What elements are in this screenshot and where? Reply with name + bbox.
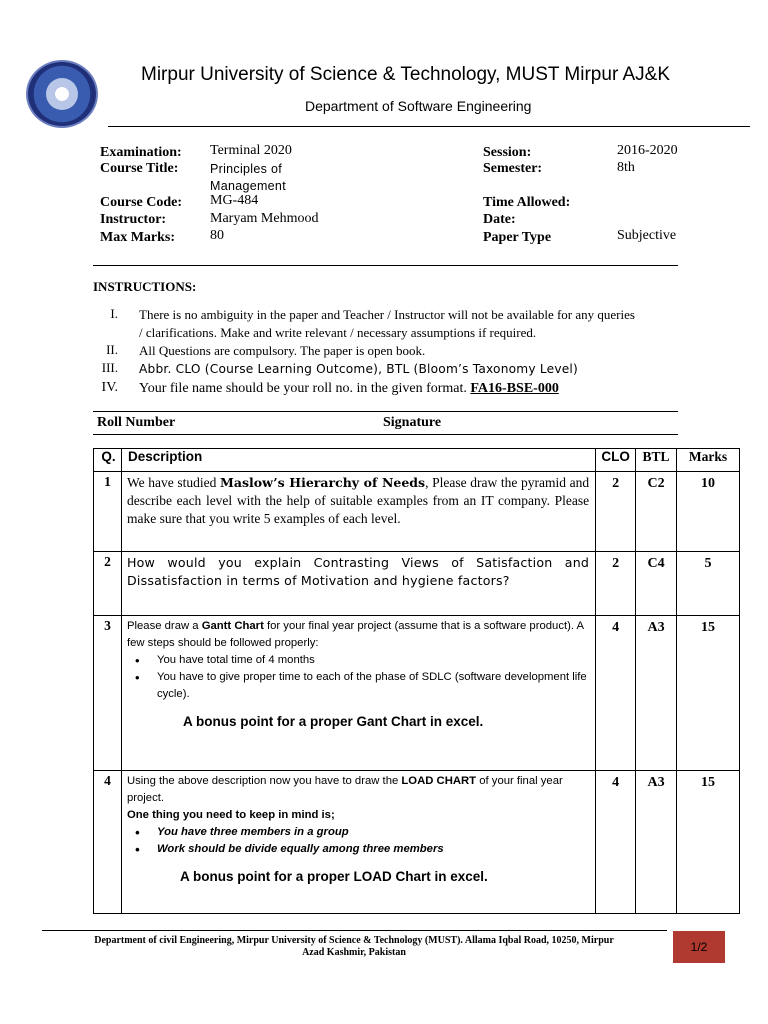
semester-value: 8th bbox=[617, 160, 635, 175]
instruction-num: I. bbox=[110, 306, 118, 321]
roll-divider bbox=[93, 434, 678, 435]
question-btl: C2 bbox=[636, 472, 677, 552]
course-title-label: Course Title: bbox=[100, 161, 179, 176]
col-marks: Marks bbox=[677, 449, 740, 472]
info-divider bbox=[93, 265, 678, 266]
semester-label: Semester: bbox=[483, 161, 543, 176]
instruction-text: There is no ambiguity in the paper and Teacher / Instructor will not be available for any queries / clarifications. Make and write relevant / necessary assumptions if required. bbox=[139, 307, 635, 340]
course-code-value: MG-484 bbox=[210, 193, 259, 208]
instruction-text: Abbr. CLO (Course Learning Outcome), BTL (Bloom’s Taxonomy Level) bbox=[139, 362, 578, 376]
question-clo: 2 bbox=[596, 552, 636, 616]
instructions-title: INSTRUCTIONS: bbox=[93, 279, 197, 294]
university-title: Mirpur University of Science & Technology, MUST Mirpur AJ&K bbox=[141, 64, 671, 85]
col-q: Q. bbox=[94, 449, 122, 472]
bullet-item: • Work should be divide equally among three members bbox=[157, 841, 589, 858]
question-number: 2 bbox=[94, 552, 122, 616]
table-row bbox=[94, 472, 740, 552]
footer-divider bbox=[42, 930, 667, 931]
table-header-row bbox=[94, 449, 740, 472]
exam-label: Examination: bbox=[100, 145, 182, 160]
instruction-text: Your file name should be your roll no. in the given format. FA16-BSE-000 bbox=[139, 381, 559, 396]
question-clo: 2 bbox=[596, 472, 636, 552]
question-clo: 4 bbox=[596, 771, 636, 914]
instruction-num: III. bbox=[101, 360, 118, 375]
question-description: We have studied Maslow’s Hierarchy of Needs, Please draw the pyramid and describe each level with the help of suitable examples from an IT company. Please make sure that you write 5 examples of each level. bbox=[121, 472, 595, 552]
question-btl: A3 bbox=[636, 771, 677, 914]
time-allowed-label: Time Allowed: bbox=[483, 195, 571, 210]
filename-format: FA16-BSE-000 bbox=[470, 381, 559, 396]
session-label: Session: bbox=[483, 145, 532, 160]
table-row bbox=[94, 771, 740, 914]
date-label: Date: bbox=[483, 212, 516, 227]
instructions-divider bbox=[93, 411, 678, 412]
page-number-badge: 1/2 bbox=[673, 931, 725, 963]
course-title-value: Principles of bbox=[210, 162, 282, 176]
question-number: 4 bbox=[94, 771, 122, 914]
university-logo bbox=[26, 60, 98, 128]
bullet-item: • You have three members in a group bbox=[157, 824, 589, 841]
question-marks: 15 bbox=[677, 771, 740, 914]
col-description: Description bbox=[121, 449, 595, 472]
question-description: Using the above description now you have to draw the LOAD CHART of your final year project. One thing you need to keep in mind is; • You have three members in a group • Work should be divide equally among three members A bonus point for a proper LOAD Chart in excel. bbox=[121, 771, 595, 914]
question-description: Please draw a Gantt Chart for your final year project (assume that is a software product). A few steps should be followed properly: • You have total time of 4 months • You have to give proper time to each of the phase of SDLC (software development life cycle). A bonus point for a proper Gant Chart in excel. bbox=[121, 616, 595, 771]
session-value: 2016-2020 bbox=[617, 143, 678, 158]
instructor-value: Maryam Mehmood bbox=[210, 211, 319, 226]
footer-address: Department of civil Engineering, Mirpur University of Science & Technology (MUST). Allama Iqbal Road, 10250, Mirpur Azad Kashmir, Pakistan bbox=[94, 935, 614, 958]
bonus-note: A bonus point for a proper LOAD Chart in excel. bbox=[179, 869, 488, 884]
table-row bbox=[94, 616, 740, 771]
question-marks: 10 bbox=[677, 472, 740, 552]
signature-label: Signature bbox=[383, 415, 442, 430]
question-description: How would you explain Contrasting Views of Satisfaction and Dissatisfaction in terms of Motivation and hygiene factors? bbox=[121, 552, 595, 616]
bullet-item: • You have to give proper time to each of the phase of SDLC (software development life cycle). bbox=[157, 669, 589, 703]
question-marks: 5 bbox=[677, 552, 740, 616]
instruction-text: All Questions are compulsory. The paper is open book. bbox=[139, 343, 426, 358]
table-row bbox=[94, 552, 740, 616]
instruction-num: II. bbox=[106, 342, 118, 357]
course-code-label: Course Code: bbox=[100, 195, 183, 210]
exam-value: Terminal 2020 bbox=[210, 143, 292, 158]
col-btl: BTL bbox=[636, 449, 677, 472]
question-btl: A3 bbox=[636, 616, 677, 771]
question-btl: C4 bbox=[636, 552, 677, 616]
col-clo: CLO bbox=[596, 449, 636, 472]
paper-type-label: Paper Type bbox=[483, 230, 552, 245]
instructor-label: Instructor: bbox=[100, 212, 167, 227]
paper-type-value: Subjective bbox=[617, 228, 677, 243]
question-number: 1 bbox=[94, 472, 122, 552]
course-title-value-2: Management bbox=[210, 179, 286, 193]
question-marks: 15 bbox=[677, 616, 740, 771]
question-number: 3 bbox=[94, 616, 122, 771]
instruction-num: IV. bbox=[101, 380, 118, 395]
max-marks-label: Max Marks: bbox=[100, 230, 176, 245]
max-marks-value: 80 bbox=[210, 228, 224, 243]
department-title: Department of Software Engineering bbox=[305, 98, 532, 114]
bonus-note: A bonus point for a proper Gant Chart in excel. bbox=[182, 714, 484, 729]
bullet-item: • You have total time of 4 months bbox=[157, 652, 589, 669]
roll-number-label: Roll Number bbox=[97, 415, 176, 430]
question-clo: 4 bbox=[596, 616, 636, 771]
header-divider bbox=[108, 126, 750, 127]
questions-table bbox=[93, 448, 740, 914]
